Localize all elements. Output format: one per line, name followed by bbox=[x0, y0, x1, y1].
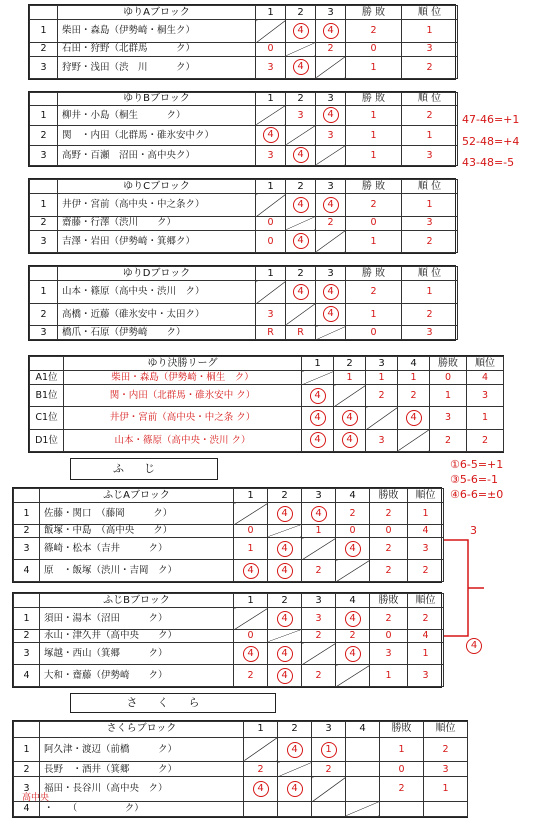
block-title: ゆりDブロック bbox=[58, 267, 256, 281]
table-header: ゆりAブロック 1 2 3 勝 敗 順 位 bbox=[30, 6, 458, 20]
block-title: ゆりBブロック bbox=[58, 93, 256, 106]
table-row: 1 柴田・森島（伊勢崎・桐生ク） 4 4 2 1 bbox=[30, 20, 458, 42]
table-row: 3 篠崎・松本（吉井 ク） 1 4 4 2 3 bbox=[14, 538, 444, 560]
block-title: ゆり決勝リーグ bbox=[64, 357, 302, 371]
fuji-b-block bbox=[12, 592, 442, 688]
yuri-c-table: ゆりCブロック 1 2 3 勝 敗 順 位 1 井伊・宮前（高中央・中之条ク） 4 4 2 1 2 齋藤・行澤（渋川 ク） 0 2 0 3 3 吉澤・岩田（伊勢崎・箕郷ク） 0 4 1 2 bbox=[29, 179, 458, 253]
table-row: 4 原 ・飯塚（渋川・吉岡 ク） 4 4 2 2 2 bbox=[14, 560, 444, 582]
table-row: B1位 関・内田（北群馬・碓氷安中 ク） 4 2 2 1 3 bbox=[30, 385, 504, 407]
tiebreak-note: ①6-5=+1 bbox=[450, 458, 504, 471]
block-title: ふじBブロック bbox=[40, 594, 234, 608]
yuri-a-block bbox=[28, 4, 456, 80]
handwritten-correction: 高中央 bbox=[22, 793, 50, 803]
goal-diff-note: 43-48=-5 bbox=[462, 156, 515, 169]
fuji-b-table: ふじBブロック 1 2 3 4 勝敗 順位 1 須田・湯本（沼田 ク） 4 3 4 2 2 2 永山・津久井（高中央 ク） 0 2 2 0 4 3 塚越・西山（箕郷 ク） 4 4 4 3 1 4 大和・齋藤（伊勢崎 ク） 2 4 2 1 3 bbox=[13, 593, 444, 687]
yuri-final-table: ゆり決勝リーグ 1 2 3 4 勝敗 順位 A1位 柴田・森島（伊勢崎・桐生 ク） 1 1 1 0 4 B1位 関・内田（北群馬・碓氷安中 ク） 4 2 2 1 3 C1位 井伊・宮前（高中央・中之条 ク） 4 4 4 3 1 D1位 山本・篠原（高中央・渋川 ク） 4 4 3 2 2 bbox=[29, 356, 504, 452]
table-row: 4 ・ （ ク） bbox=[14, 801, 468, 816]
table-row: 2 飯塚・中島 （高中央 ク） 0 1 0 0 4 bbox=[14, 524, 444, 537]
yuri-b-block bbox=[28, 91, 456, 167]
table-row: 4 大和・齋藤（伊勢崎 ク） 2 4 2 1 3 bbox=[14, 665, 444, 687]
table-row: 1 佐藤・関口 （藤岡 ク） 4 4 2 2 1 bbox=[14, 503, 444, 525]
sakura-block bbox=[12, 720, 468, 818]
tiebreak-note: ④6-6=±0 bbox=[450, 488, 504, 501]
table-row: 3 福田・長谷川（高中央 ク） 4 4 2 1 bbox=[14, 777, 468, 801]
yuri-b-table: ゆりBブロック 1 2 3 勝 敗 順 位 1 柳井・小島（桐生 ク） 3 4 1 2 2 関 ・内田（北群馬・碓氷安中ク） 4 3 1 1 3 高野・百瀬 沼田・高中央ク） 3 4 1 3 bbox=[29, 92, 458, 166]
yuri-a-table bbox=[29, 5, 458, 79]
sakura-table: さくらブロック 1 2 3 4 勝敗 順位 1 阿久津・渡辺（前橋 ク） 4 1 1 2 2 長野 ・酒井（箕郷 ク） 2 2 0 3 3 福田・長谷川（高中央 ク） 4 4 2 1 4 ・ （ ク） bbox=[13, 721, 468, 817]
table-row: 2 齋藤・行澤（渋川 ク） 0 2 0 3 bbox=[30, 216, 458, 230]
bracket-seed: 4 bbox=[466, 638, 482, 654]
bracket-lines bbox=[440, 520, 490, 670]
block-title: さくらブロック bbox=[40, 722, 244, 738]
table-row: 2 高橋・近藤（碓氷安中・太田ク） 3 4 1 2 bbox=[30, 303, 458, 325]
table-row: 3 吉澤・岩田（伊勢崎・箕郷ク） 0 4 1 2 bbox=[30, 230, 458, 252]
table-row: 2 石田・狩野（北群馬 ク） 0 2 0 3 bbox=[30, 42, 458, 56]
table-row: 2 永山・津久井（高中央 ク） 0 2 2 0 4 bbox=[14, 629, 444, 642]
diagonal-cell bbox=[256, 20, 286, 42]
table-row: 2 長野 ・酒井（箕郷 ク） 2 2 0 3 bbox=[14, 762, 468, 777]
table-row: 3 塚越・西山（箕郷 ク） 4 4 4 3 1 bbox=[14, 643, 444, 665]
fuji-a-block bbox=[12, 487, 442, 583]
fuji-section-label: ふじ bbox=[70, 458, 218, 480]
yuri-final-league-block bbox=[28, 355, 504, 453]
block-title: ふじAブロック bbox=[40, 489, 234, 503]
goal-diff-note: 47-46=+1 bbox=[462, 113, 520, 126]
table-row: 1 井伊・宮前（高中央・中之条ク） 4 4 2 1 bbox=[30, 194, 458, 216]
table-row: 1 柳井・小島（桐生 ク） 3 4 1 2 bbox=[30, 105, 458, 125]
sakura-section-label: さくら bbox=[70, 693, 276, 713]
table-row: 3 高野・百瀬 沼田・高中央ク） 3 4 1 3 bbox=[30, 145, 458, 165]
tiebreak-note: ③5-6=-1 bbox=[450, 473, 499, 486]
yuri-d-table: ゆりDブロック 1 2 3 勝 敗 順 位 1 山本・篠原（高中央・渋川 ク） 4 4 2 1 2 高橋・近藤（碓氷安中・太田ク） 3 4 1 2 3 橋爪・石原（伊勢崎 ク） R R 0 3 bbox=[29, 266, 458, 340]
goal-diff-note: 52-48=+4 bbox=[462, 135, 520, 148]
table-row: C1位 井伊・宮前（高中央・中之条 ク） 4 4 4 3 1 bbox=[30, 407, 504, 429]
table-row: 3 狩野・浅田（渋 川 ク） 3 4 1 2 bbox=[30, 56, 458, 78]
yuri-d-block bbox=[28, 265, 456, 341]
block-title: ゆりAブロック bbox=[58, 6, 256, 20]
table-row: 1 須田・湯本（沼田 ク） 4 3 4 2 2 bbox=[14, 608, 444, 630]
table-row: 2 関 ・内田（北群馬・碓氷安中ク） 4 3 1 1 bbox=[30, 125, 458, 145]
table-row: A1位 柴田・森島（伊勢崎・桐生 ク） 1 1 1 0 4 bbox=[30, 371, 504, 385]
yuri-c-block bbox=[28, 178, 456, 254]
fuji-a-table: ふじAブロック 1 2 3 4 勝敗 順位 1 佐藤・関口 （藤岡 ク） 4 4 2 2 1 2 飯塚・中島 （高中央 ク） 0 1 0 0 4 3 篠崎・松本（吉井 ク） 1 4 4 2 3 4 原 ・飯塚（渋川・吉岡 ク） 4 4 2 2 2 bbox=[13, 488, 444, 582]
table-row: 1 山本・篠原（高中央・渋川 ク） 4 4 2 1 bbox=[30, 281, 458, 303]
bracket-seed: 3 bbox=[470, 524, 477, 537]
table-row: D1位 山本・篠原（高中央・渋川 ク） 4 4 3 2 2 bbox=[30, 429, 504, 451]
block-title: ゆりCブロック bbox=[58, 180, 256, 194]
table-row: 1 阿久津・渡辺（前橋 ク） 4 1 1 2 bbox=[14, 737, 468, 761]
table-row: 3 橋爪・石原（伊勢崎 ク） R R 0 3 bbox=[30, 326, 458, 340]
